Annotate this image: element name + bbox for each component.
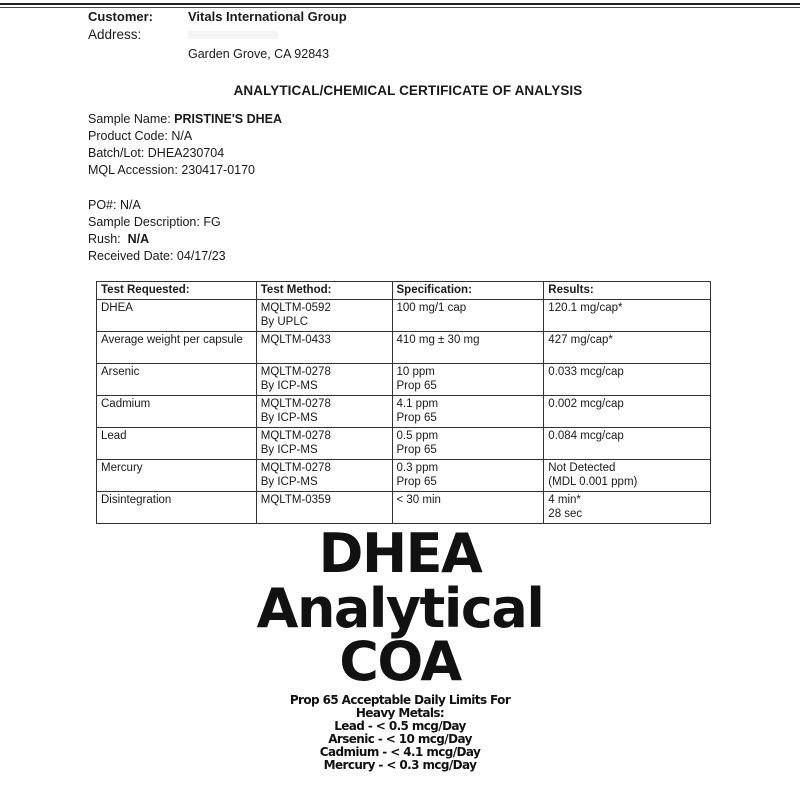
- rush-value: N/A: [127, 232, 150, 246]
- cell-test-line: Mercury: [101, 462, 143, 474]
- cell-specification-line: 10 ppm: [396, 366, 435, 378]
- cell-method-line: MQLTM-0433: [260, 334, 331, 346]
- customer-name: Vitals International Group: [188, 9, 347, 24]
- cell-test: [97, 332, 257, 364]
- cell-result: [544, 428, 711, 460]
- cell-specification: [392, 364, 544, 396]
- cell-method-line: By ICP-MS: [260, 380, 318, 392]
- cell-result-line: [548, 443, 706, 457]
- table-row: [97, 300, 711, 332]
- po-number: PO#: N/A: [88, 198, 141, 212]
- cell-result-line: 0.033 mcg/cap: [548, 366, 624, 378]
- cell-specification-line: Prop 65: [396, 444, 437, 456]
- cell-specification-line: Prop 65: [396, 412, 437, 424]
- cell-method-line: By ICP-MS: [260, 444, 318, 456]
- mql-accession: MQL Accession: 230417-0170: [88, 163, 256, 177]
- cell-result-line: [548, 315, 706, 329]
- cell-result-line: 120.1 mg/cap*: [548, 302, 623, 314]
- table-header-row: [97, 282, 711, 300]
- cell-specification: [392, 492, 544, 524]
- cell-method-line: [261, 347, 388, 361]
- cell-result-line: Not Detected: [548, 462, 616, 474]
- cell-test-line: Cadmium: [101, 398, 151, 410]
- limit-arsenic: Arsenic - < 10 mcg/Day: [328, 732, 472, 746]
- cell-method: [256, 428, 392, 460]
- overlay-title-line3: COA: [339, 630, 461, 693]
- cell-result-line: [548, 411, 706, 425]
- table-row: [97, 460, 711, 492]
- header-test-requested: Test Requested:: [97, 282, 257, 300]
- limit-cadmium: Cadmium - < 4.1 mcg/Day: [319, 745, 481, 759]
- cell-method: [256, 364, 392, 396]
- prop65-limits-block: [0, 694, 800, 772]
- results-table: [96, 281, 711, 524]
- cell-result: [544, 460, 711, 492]
- cell-result-line: 0.002 mcg/cap: [548, 398, 624, 410]
- received-date: Received Date: 04/17/23: [88, 249, 226, 263]
- table-row: [97, 492, 711, 524]
- table-row: [97, 428, 711, 460]
- cell-specification-line: 100 mg/1 cap: [396, 302, 467, 314]
- cell-test: [97, 460, 257, 492]
- cell-test-line: Disintegration: [101, 494, 172, 506]
- cell-method-line: MQLTM-0278: [260, 366, 331, 378]
- sample-description: Sample Description: FG: [88, 215, 221, 229]
- cell-specification-line: Prop 65: [396, 380, 437, 392]
- limits-title: Prop 65 Acceptable Daily Limits For: [289, 693, 511, 707]
- cell-result: [544, 396, 711, 428]
- cell-method-line: By ICP-MS: [260, 412, 318, 424]
- cell-result: [544, 332, 711, 364]
- header-results: Results:: [544, 282, 711, 300]
- cell-specification-line: 410 mg ± 30 mg: [396, 334, 480, 346]
- cell-method-line: MQLTM-0278: [260, 398, 331, 410]
- cell-method: [256, 300, 392, 332]
- overlay-title-line2: Analytical: [256, 577, 544, 640]
- cell-method-line: MQLTM-0592: [260, 302, 331, 314]
- cell-result-line: 427 mg/cap*: [548, 334, 613, 346]
- cell-method: [256, 492, 392, 524]
- cell-specification-line: Prop 65: [396, 476, 437, 488]
- cell-test: [97, 300, 257, 332]
- cell-result: [544, 492, 711, 524]
- cell-specification-line: 0.3 ppm: [396, 462, 439, 474]
- table-row: [97, 396, 711, 428]
- cell-test-line: DHEA: [101, 302, 133, 314]
- top-border-rule-thin: [0, 7, 800, 8]
- limit-mercury: Mercury - < 0.3 mcg/Day: [323, 758, 477, 772]
- top-border-rule: [0, 3, 800, 5]
- cell-method-line: [261, 507, 388, 521]
- cell-method: [256, 332, 392, 364]
- cell-method-line: MQLTM-0278: [260, 462, 331, 474]
- cell-test: [97, 396, 257, 428]
- cell-specification-line: < 30 min: [396, 494, 441, 506]
- cell-method-line: By ICP-MS: [260, 476, 318, 488]
- address-redacted-line: [188, 31, 278, 39]
- cell-test: [97, 364, 257, 396]
- cell-specification: [392, 460, 544, 492]
- cell-result-line: [548, 347, 706, 361]
- cell-specification-line: [397, 315, 540, 329]
- rush-label: Rush:: [88, 232, 121, 246]
- sample-info-block: [88, 111, 282, 179]
- cell-result: [544, 364, 711, 396]
- cell-result: [544, 300, 711, 332]
- cell-method-line: MQLTM-0359: [260, 494, 331, 506]
- cell-test: [97, 492, 257, 524]
- customer-label: Customer:: [88, 9, 154, 24]
- overlay-title-line1: DHEA: [318, 522, 482, 585]
- cell-specification-line: [397, 507, 540, 521]
- order-info-block: [88, 197, 226, 265]
- cell-method: [256, 396, 392, 428]
- cell-test-line: Lead: [101, 430, 127, 442]
- cell-test-line: Average weight per capsule: [101, 334, 243, 346]
- cell-specification: [392, 332, 544, 364]
- product-code: Product Code: N/A: [88, 129, 193, 143]
- sample-name-label: Sample Name:: [88, 112, 171, 126]
- address-label: Address:: [88, 27, 142, 42]
- sample-name-value: PRISTINE'S DHEA: [174, 112, 283, 126]
- cell-method-line: MQLTM-0278: [260, 430, 331, 442]
- cell-specification: [392, 428, 544, 460]
- cell-specification-line: 0.5 ppm: [396, 430, 439, 442]
- limit-lead: Lead - < 0.5 mcg/Day: [334, 719, 466, 733]
- cell-specification-line: 4.1 ppm: [396, 398, 439, 410]
- sample-name-row: [88, 111, 282, 128]
- cell-method: [256, 460, 392, 492]
- cell-specification: [392, 396, 544, 428]
- header-specification: Specification:: [392, 282, 544, 300]
- document-title: ANALYTICAL/CHEMICAL CERTIFICATE OF ANALYSIS: [233, 83, 583, 98]
- cell-result-line: 4 min*: [548, 494, 581, 506]
- cell-specification-line: [397, 347, 540, 361]
- cell-result-line: 28 sec: [548, 508, 583, 520]
- limits-subtitle: Heavy Metals:: [355, 706, 445, 720]
- cell-specification: [392, 300, 544, 332]
- table-row: [97, 364, 711, 396]
- batch-lot: Batch/Lot: DHEA230704: [88, 146, 225, 160]
- cell-method-line: By UPLC: [260, 316, 309, 328]
- cell-test: [97, 428, 257, 460]
- cell-test-line: Arsenic: [101, 366, 140, 378]
- table-row: [97, 332, 711, 364]
- rush-row: [88, 231, 226, 248]
- header-test-method: Test Method:: [256, 282, 392, 300]
- cell-result-line: 0.084 mcg/cap: [548, 430, 624, 442]
- cell-result-line: (MDL 0.001 ppm): [548, 476, 638, 488]
- cell-result-line: [548, 379, 706, 393]
- address-city-line: Garden Grove, CA 92843: [188, 47, 330, 61]
